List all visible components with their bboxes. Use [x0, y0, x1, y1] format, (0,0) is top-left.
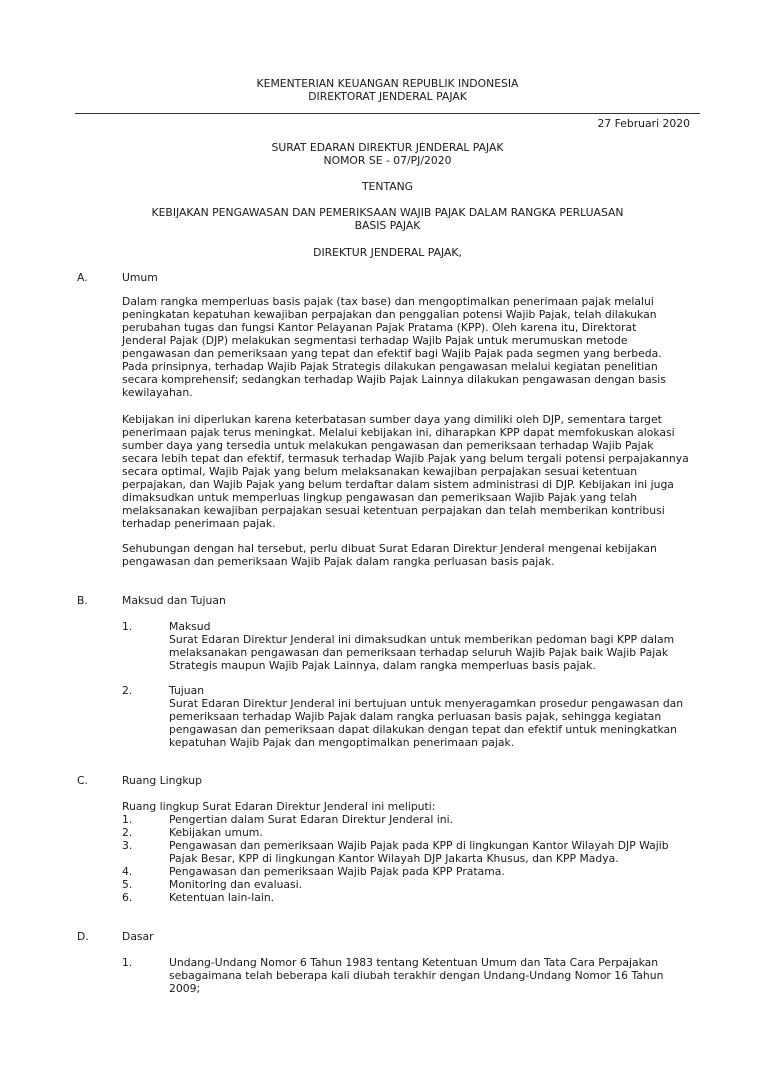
- item-number: 4.: [122, 865, 133, 878]
- item-number: 3.: [122, 839, 133, 852]
- item-number: 1.: [122, 956, 133, 969]
- tentang-label: TENTANG: [361, 180, 414, 193]
- ministry-name: KEMENTERIAN KEUANGAN REPUBLIK INDONESIA: [256, 77, 519, 90]
- scope-list: [122, 813, 669, 904]
- directorate-name: DIREKTORAT JENDERAL PAJAK: [308, 90, 467, 103]
- item-title: Maksud: [169, 620, 211, 633]
- text-line: Kebijakan ini diperlukan karena keterbatasan sumber daya yang dimiliki oleh DJP, sementara target: [122, 413, 662, 426]
- letterhead: [75, 77, 700, 103]
- text-line: Jenderal Pajak (DJP) melakukan segmentasi terhadap Wajib Pajak untuk merumuskan metode: [122, 334, 628, 347]
- list-item: [122, 878, 669, 891]
- section-a-letter: A.: [77, 271, 88, 284]
- text-line: secara lebih tepat dan efektif, termasuk terhadap Wajib Pajak yang belum tergali potensi perpajakannya: [122, 452, 689, 465]
- item-number: 5.: [122, 878, 133, 891]
- text-line: Pada prinsipnya, terhadap Wajib Pajak Strategis dilakukan pengawasan melalui kegiatan penelitian: [122, 360, 658, 373]
- text-line: perubahan tugas dan fungsi Kantor Pelayanan Pajak Pratama (KPP). Oleh karena itu, Direktorat: [122, 321, 637, 334]
- section-c-heading: Ruang Lingkup: [122, 774, 202, 787]
- section-d-letter: D.: [77, 930, 89, 943]
- text-line: Dalam rangka memperluas basis pajak (tax base) dan mengoptimalkan penerimaan pajak melalui: [122, 295, 654, 308]
- item-text: Ketentuan lain-lain.: [169, 891, 275, 904]
- addressee: DIREKTUR JENDERAL PAJAK,: [313, 246, 462, 259]
- item-title: Tujuan: [169, 684, 205, 697]
- item-number: 2.: [122, 826, 133, 839]
- section-c-letter: C.: [77, 774, 88, 787]
- text-line: pengawasan dan pemeriksaan dapat dilakukan dengan tepat dan efektif untuk meningkatkan: [169, 723, 678, 736]
- legal-basis-list: [122, 956, 663, 995]
- subject-line: BASIS PAJAK: [354, 219, 421, 232]
- item-text: Undang-Undang Nomor 6 Tahun 1983 tentang Ketentuan Umum dan Tata Cara Perpajakan: [169, 956, 659, 969]
- document-subject: [75, 206, 700, 232]
- subject-line: KEBIJAKAN PENGAWASAN DAN PEMERIKSAAN WAJIB PAJAK DALAM RANGKA PERLUASAN: [151, 206, 624, 219]
- text-line: melaksanakan pengawasan dan pemeriksaan terhadap seluruh Wajib Pajak baik Wajib Pajak: [169, 646, 669, 659]
- list-item: [122, 813, 669, 826]
- text-line: perpajakan, dan Wajib Pajak yang belum terdaftar dalam sistem administrasi di DJP. Kebijakan ini juga: [122, 478, 674, 491]
- text-line: peningkatan kepatuhan kewajiban perpajakan dan penggalian potensi Wajib Pajak, telah dilakukan: [122, 308, 657, 321]
- item-text: [169, 633, 674, 672]
- text-line: pengawasan dan pemeriksaan yang tepat dan efektif bagi Wajib Pajak pada segmen yang berbeda.: [122, 347, 662, 360]
- text-line: secara optimal, Wajib Pajak yang belum melaksanakan kewajiban perpajakan sesuai ketentuan: [122, 465, 638, 478]
- section-a-paragraph: [122, 542, 657, 568]
- text-line: Sehubungan dengan hal tersebut, perlu dibuat Surat Edaran Direktur Jenderal mengenai kebijakan: [122, 542, 657, 555]
- document-title: [75, 141, 700, 167]
- item-text: Pengawasan dan pemeriksaan Wajib Pajak pada KPP di lingkungan Kantor Wilayah DJP Wajib: [169, 839, 669, 852]
- item-text: Kebijakan umum.: [169, 826, 263, 839]
- section-a-heading: Umum: [122, 271, 158, 284]
- header-divider: [75, 113, 700, 114]
- section-a-paragraph: [122, 295, 666, 399]
- item-number: 2.: [122, 684, 133, 697]
- text-line: pengawasan dan pemeriksaan Wajib Pajak dalam rangka perluasan basis pajak.: [122, 555, 555, 568]
- section-d-heading: Dasar: [122, 930, 154, 943]
- section-b-letter: B.: [77, 594, 88, 607]
- item-text: [169, 697, 683, 749]
- text-line: kewilayahan.: [122, 386, 193, 399]
- text-line: secara komprehensif; sedangkan terhadap Wajib Pajak Lainnya dilakukan pengawasan dengan basis: [122, 373, 666, 386]
- list-item: [122, 865, 669, 878]
- text-line: Surat Edaran Direktur Jenderal ini dimaksudkan untuk memberikan pedoman bagi KPP dalam: [169, 633, 675, 646]
- list-item: [122, 891, 669, 904]
- item-text: Pajak Besar, KPP di lingkungan Kantor Wilayah DJP Jakarta Khusus, dan KPP Madya.: [169, 852, 619, 865]
- text-line: penerimaan pajak terus meningkat. Melalui kebijakan ini, diharapkan KPP dapat memfokuskan alokasi: [122, 426, 675, 439]
- item-text: Monitoring dan evaluasi.: [169, 878, 303, 891]
- section-c-intro: Ruang lingkup Surat Edaran Direktur Jenderal ini meliputi:: [122, 800, 436, 813]
- document-date: 27 Februari 2020: [597, 117, 690, 130]
- item-number: 1.: [122, 620, 133, 633]
- title-line: SURAT EDARAN DIREKTUR JENDERAL PAJAK: [271, 141, 504, 154]
- item-text: 2009;: [169, 982, 201, 995]
- item-text: Pengawasan dan pemeriksaan Wajib Pajak pada KPP Pratama.: [169, 865, 505, 878]
- section-a-paragraph: [122, 413, 689, 530]
- item-number: 6.: [122, 891, 133, 904]
- list-item: [122, 839, 669, 865]
- document-number: NOMOR SE - 07/PJ/2020: [323, 154, 452, 167]
- text-line: terhadap penerimaan pajak.: [122, 517, 276, 530]
- text-line: sumber daya yang tersedia untuk melakukan pengawasan dan pemeriksaan terhadap Wajib Pajak: [122, 439, 654, 452]
- item-text: Pengertian dalam Surat Edaran Direktur Jenderal ini.: [169, 813, 454, 826]
- text-line: Strategis maupun Wajib Pajak Lainnya, dalam rangka memperluas basis pajak.: [169, 659, 596, 672]
- list-item: [122, 956, 663, 995]
- text-line: kepatuhan Wajib Pajak dan mengoptimalkan penerimaan pajak.: [169, 736, 515, 749]
- text-line: melaksanakan kewajiban perpajakan sesuai ketentuan perpajakan dan telah memberikan kontribusi: [122, 504, 665, 517]
- list-item: [122, 826, 669, 839]
- item-text: sebagaimana telah beberapa kali diubah terakhir dengan Undang-Undang Nomor 16 Tahun: [169, 969, 664, 982]
- text-line: dimaksudkan untuk memperluas lingkup pengawasan dan pemeriksaan Wajib Pajak yang telah: [122, 491, 638, 504]
- text-line: pemeriksaan terhadap Wajib Pajak dalam rangka perluasan basis pajak, sehingga kegiatan: [169, 710, 662, 723]
- text-line: Surat Edaran Direktur Jenderal ini bertujuan untuk menyeragamkan prosedur pengawasan dan: [169, 697, 684, 710]
- section-b-heading: Maksud dan Tujuan: [122, 594, 226, 607]
- item-number: 1.: [122, 813, 133, 826]
